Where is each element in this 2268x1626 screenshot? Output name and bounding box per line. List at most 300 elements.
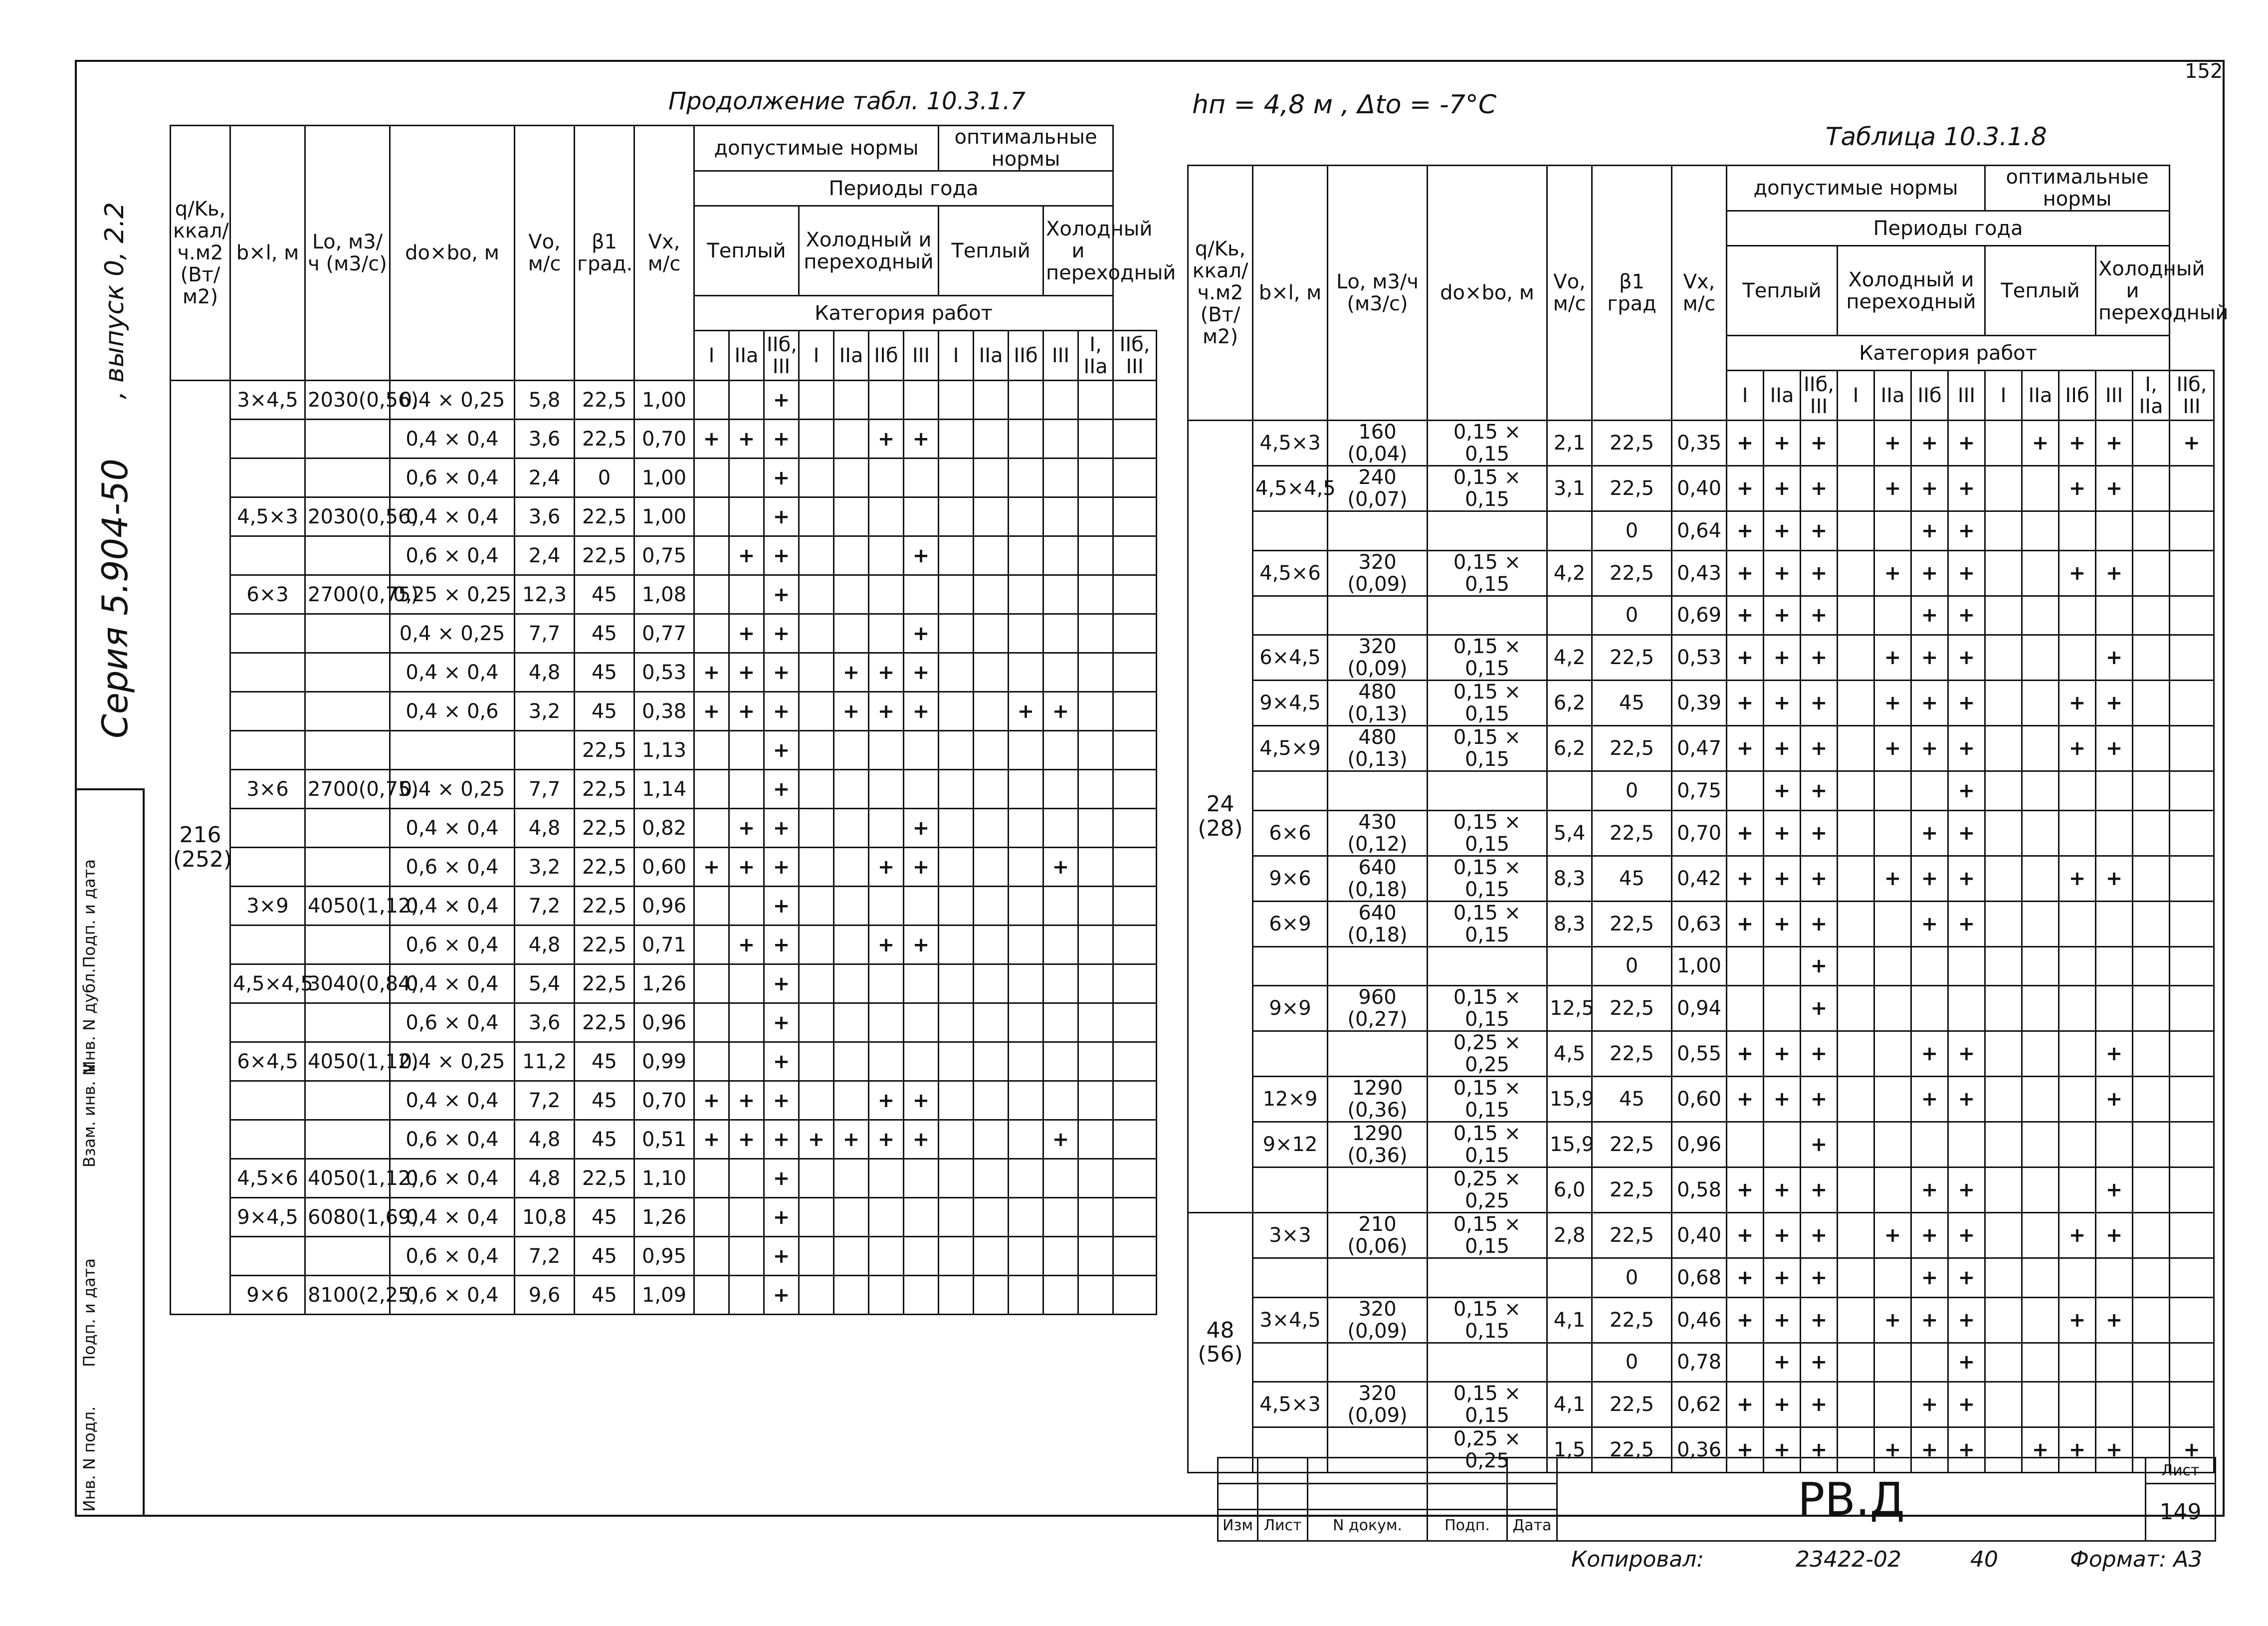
value-cell: 0,75 [1672,771,1727,811]
category-cell [1838,986,1874,1031]
category-cell [1043,926,1078,964]
category-cell [1113,692,1157,731]
category-cell [974,770,1009,809]
category-cell: + [1948,1167,1985,1213]
category-cell [694,459,729,497]
category-cell [1009,381,1043,420]
category-cell [904,575,939,614]
category-cell [834,1237,869,1276]
category-cell [799,653,834,692]
category-cell [2133,986,2170,1031]
category-cell [904,964,939,1003]
value-cell: 12×9 [1253,1077,1328,1122]
category-cell [1113,926,1157,964]
category-cell: + [764,731,799,770]
left-table [170,125,1176,1315]
stamp-label: Дата [1507,1510,1557,1541]
category-cell: + [1801,986,1838,1031]
category-cell [974,575,1009,614]
value-cell: 0 [575,459,634,497]
category-cell: + [694,1120,729,1159]
category-cell [939,887,974,926]
category-cell [1043,1159,1078,1198]
cat-label: I [1985,371,2022,421]
value-cell: 45 [575,614,634,653]
table-row [1188,771,2214,811]
category-cell [834,848,869,887]
category-cell [974,536,1009,575]
category-cell [1009,1159,1043,1198]
category-cell [1874,596,1911,635]
category-cell: + [834,653,869,692]
category-cell: + [1764,810,1801,856]
category-cell [1009,1081,1043,1120]
category-cell: + [1948,635,1985,681]
category-cell: + [904,692,939,731]
category-cell [1043,614,1078,653]
category-cell [939,459,974,497]
value-cell [305,731,390,770]
value-cell [1328,771,1428,811]
value-cell: 0,60 [1672,1077,1727,1122]
category-cell [974,1276,1009,1315]
category-cell [1985,1382,2022,1427]
category-cell [1874,1382,1911,1427]
category-cell [1113,575,1157,614]
value-cell: 0,77 [634,614,694,653]
category-cell: + [2096,635,2133,681]
category-cell [694,575,729,614]
category-cell [1874,771,1911,811]
value-cell: 0,6 × 0,4 [390,459,515,497]
category-cell: + [2096,1077,2133,1122]
table-row [171,420,1157,459]
category-cell: + [1874,681,1911,726]
value-cell [1547,596,1592,635]
category-cell [1009,536,1043,575]
value-cell: 1,26 [634,1198,694,1237]
value-cell: 3×4,5 [230,381,305,420]
category-cell: + [1948,550,1985,596]
value-cell [515,731,575,770]
category-cell: + [729,536,764,575]
category-cell [869,887,904,926]
category-cell [2022,466,2059,511]
category-cell [1764,1122,1801,1167]
category-cell: + [1727,1077,1764,1122]
value-cell: 0,35 [1672,421,1727,466]
category-cell [1838,1382,1874,1427]
category-cell: + [764,1003,799,1042]
category-cell [2022,726,2059,771]
category-cell [799,614,834,653]
sheet-number: 149 [2146,1484,2216,1541]
value-cell [230,1237,305,1276]
category-cell [799,1159,834,1198]
cat-label: IIб, III [1113,331,1157,381]
category-cell: + [2096,1427,2133,1473]
category-cell [2133,421,2170,466]
category-cell [834,497,869,536]
series-label: Серия 5.904-50 [95,459,136,738]
category-cell [869,459,904,497]
category-cell [2059,810,2096,856]
cat-label: IIа [1874,371,1911,421]
table-row [1188,901,2214,946]
value-cell: 11,2 [515,1042,575,1081]
category-cell: + [1801,1167,1838,1213]
category-cell: + [1764,1031,1801,1077]
category-cell: + [1801,1031,1838,1077]
table-row [1188,635,2214,681]
col-header-bl: b×l, м [1253,166,1328,421]
category-cell [1009,926,1043,964]
category-cell [1727,771,1764,811]
value-cell: 1,10 [634,1159,694,1198]
category-cell [939,770,974,809]
category-cell [1838,511,1874,551]
category-cell [2170,986,2214,1031]
category-cell [694,1237,729,1276]
category-cell [2170,1258,2214,1298]
category-cell [1874,946,1911,986]
value-cell [305,614,390,653]
category-cell [1113,497,1157,536]
category-cell [2133,511,2170,551]
category-cell [1911,1343,1948,1382]
category-cell [1113,770,1157,809]
table-row [171,1120,1157,1159]
category-cell [939,1081,974,1120]
category-cell: + [1874,635,1911,681]
category-cell [2133,1031,2170,1077]
category-cell [1078,575,1113,614]
issue-label: , выпуск 0, 2.2 [100,202,130,399]
category-cell [1985,810,2022,856]
category-cell [2096,1382,2133,1427]
category-cell: + [904,848,939,887]
category-cell: + [1911,1031,1948,1077]
value-cell: 7,7 [515,614,575,653]
category-cell [2022,946,2059,986]
category-cell [2059,511,2096,551]
category-cell [1043,1237,1078,1276]
category-cell [2096,901,2133,946]
category-cell [1078,420,1113,459]
category-cell: + [764,614,799,653]
table-row [171,1081,1157,1120]
value-cell: 430 (0,12) [1328,810,1428,856]
category-cell [1009,653,1043,692]
category-cell [1078,926,1113,964]
category-cell [2133,810,2170,856]
category-cell: + [2022,421,2059,466]
category-cell [2170,1077,2214,1122]
category-cell: + [1727,1382,1764,1427]
value-cell: 5,8 [515,381,575,420]
category-cell [1078,964,1113,1003]
value-cell: 45 [575,1042,634,1081]
category-cell [1985,726,2022,771]
value-cell: 0,78 [1672,1343,1727,1382]
category-cell: + [2096,1031,2133,1077]
category-cell [1838,810,1874,856]
value-cell [305,653,390,692]
category-cell [974,1042,1009,1081]
value-cell: 4050(1,12) [305,1042,390,1081]
category-cell: + [1764,466,1801,511]
category-cell: + [1948,1213,1985,1258]
table-row [1188,986,2214,1031]
value-cell: 0,71 [634,926,694,964]
category-cell: + [1764,1077,1801,1122]
value-cell: 9×4,5 [230,1198,305,1237]
category-cell: + [1043,1120,1078,1159]
category-cell [2170,1167,2214,1213]
category-cell: + [1874,856,1911,901]
category-cell: + [764,1198,799,1237]
col-header-db: dо×bо, м [390,126,515,381]
value-cell: 1,09 [634,1276,694,1315]
value-cell: 0,70 [634,420,694,459]
value-cell: 0,15 × 0,15 [1428,1122,1547,1167]
value-cell: 2700(0,75) [305,770,390,809]
category-cell: + [2096,421,2133,466]
category-cell [869,770,904,809]
value-cell: 22,5 [1592,550,1672,596]
category-cell [1009,420,1043,459]
value-cell: 0,4 × 0,4 [390,1081,515,1120]
category-cell [2133,1167,2170,1213]
cat-label: III [2096,371,2133,421]
value-cell: 0,69 [1672,596,1727,635]
category-cell [1113,459,1157,497]
category-cell [1078,1159,1113,1198]
category-cell [1078,809,1113,848]
value-cell: 6,2 [1547,726,1592,771]
value-cell [1253,946,1328,986]
table-row [1188,466,2214,511]
footer-format: Формат: А3 [2070,1547,2203,1572]
warm2-header: Теплый [1985,246,2096,336]
category-cell [2022,1258,2059,1298]
col-header-vo: Vо, м/с [515,126,575,381]
category-cell [1764,946,1801,986]
category-cell [694,1276,729,1315]
value-cell: 0,25 × 0,25 [390,575,515,614]
value-cell: 22,5 [575,731,634,770]
category-cell [2170,596,2214,635]
cat-label: III [904,331,939,381]
value-cell: 22,5 [1592,1167,1672,1213]
category-cell [1985,511,2022,551]
value-cell: 0,70 [1672,810,1727,856]
left-table-caption: Продолжение табл. 10.3.1.7 [668,87,1026,115]
category-cell [834,1042,869,1081]
category-cell [1078,381,1113,420]
value-cell: 0,68 [1672,1258,1727,1298]
norm-optimal: оптимальные нормы [939,126,1113,171]
category-cell: + [869,1120,904,1159]
category-cell: + [1911,1213,1948,1258]
table-row [171,809,1157,848]
category-cell [869,536,904,575]
value-cell: 7,2 [515,887,575,926]
category-cell [1874,511,1911,551]
category-cell [974,1198,1009,1237]
value-cell: 0,4 × 0,4 [390,497,515,536]
category-cell: + [694,653,729,692]
category-cell [834,536,869,575]
category-cell [2133,901,2170,946]
value-cell [390,731,515,770]
q-cell: 216 (252) [171,381,230,1315]
table-row [171,1159,1157,1198]
value-cell: 6×9 [1253,901,1328,946]
category-cell [729,1237,764,1276]
value-cell: 22,5 [575,770,634,809]
category-cell [939,1120,974,1159]
category-cell [1043,459,1078,497]
category-cell [2059,901,2096,946]
category-cell [904,731,939,770]
value-cell [1253,1258,1328,1298]
category-cell [694,1159,729,1198]
table-row [1188,856,2214,901]
sheet-label: Лист [2146,1458,2216,1484]
category-cell [2170,466,2214,511]
category-cell [729,1198,764,1237]
category-cell [2133,1382,2170,1427]
warm-header: Теплый [1727,246,1838,336]
category-cell [694,770,729,809]
category-cell [904,1198,939,1237]
category-cell: + [1764,1427,1801,1473]
value-cell: 22,5 [575,1003,634,1042]
value-cell: 0,36 [1672,1427,1727,1473]
category-cell [1985,771,2022,811]
category-cell: + [729,653,764,692]
category-cell [939,1198,974,1237]
value-cell: 15,9 [1547,1122,1592,1167]
value-cell: 22,5 [1592,466,1672,511]
category-cell [1078,692,1113,731]
category-cell [904,1042,939,1081]
value-cell: 0,46 [1672,1297,1727,1343]
value-cell: 6×6 [1253,810,1328,856]
category-cell [799,1081,834,1120]
category-cell [2059,596,2096,635]
category-cell: + [1764,856,1801,901]
category-cell: + [2059,466,2096,511]
value-cell: 0,6 × 0,4 [390,1276,515,1315]
value-cell: 9×9 [1253,986,1328,1031]
value-cell: 0,94 [1672,986,1727,1031]
table-row [1188,550,2214,596]
value-cell: 0,15 × 0,15 [1428,810,1547,856]
category-cell [974,887,1009,926]
table-row [1188,1258,2214,1298]
category-cell [1838,466,1874,511]
category-cell [2022,986,2059,1031]
category-cell [939,381,974,420]
category-cell [1043,731,1078,770]
value-cell: 9×6 [230,1276,305,1315]
category-cell [939,1003,974,1042]
value-cell [1428,1343,1547,1382]
category-cell [2096,1258,2133,1298]
category-cell: + [2059,1427,2096,1473]
category-cell: + [869,926,904,964]
category-cell [1985,946,2022,986]
category-cell [2059,1343,2096,1382]
value-cell [230,536,305,575]
category-cell [799,1276,834,1315]
category-cell [939,692,974,731]
cat-label: IIб [1009,331,1043,381]
value-cell: 2030(0,56) [305,381,390,420]
category-cell [1009,887,1043,926]
table-row [171,1237,1157,1276]
value-cell: 22,5 [1592,1213,1672,1258]
category-cell: + [729,926,764,964]
category-cell: + [1727,810,1764,856]
category-cell [2059,1122,2096,1167]
category-header: Категория работ [1727,336,2170,371]
category-cell [2133,726,2170,771]
value-cell [305,692,390,731]
category-cell [2133,1122,2170,1167]
value-cell: 0,63 [1672,901,1727,946]
category-cell [1911,771,1948,811]
side-stamp-label: Инв. N дубл. [80,968,99,1073]
category-cell: + [1801,1297,1838,1343]
value-cell [1328,596,1428,635]
value-cell: 4,1 [1547,1382,1592,1427]
category-cell [869,614,904,653]
category-cell [1078,1081,1113,1120]
category-cell [1948,1122,1985,1167]
category-cell: + [2059,550,2096,596]
value-cell: 210 (0,06) [1328,1213,1428,1258]
category-cell: + [1801,1427,1838,1473]
category-cell [939,497,974,536]
value-cell: 0,42 [1672,856,1727,901]
category-cell: + [1911,1382,1948,1427]
category-cell [1078,770,1113,809]
category-cell: + [1801,771,1838,811]
category-cell [869,1276,904,1315]
category-cell: + [904,420,939,459]
category-cell [2022,1077,2059,1122]
category-cell [974,1159,1009,1198]
category-cell: + [869,653,904,692]
category-cell: + [1727,1031,1764,1077]
category-cell: + [869,420,904,459]
category-cell: + [1727,421,1764,466]
category-cell [2022,596,2059,635]
value-cell: 1290 (0,36) [1328,1122,1428,1167]
category-cell: + [1764,596,1801,635]
table-row [171,731,1157,770]
value-cell: 0,53 [1672,635,1727,681]
category-cell [799,731,834,770]
category-cell: + [764,1081,799,1120]
category-cell [1985,856,2022,901]
value-cell: 2,4 [515,536,575,575]
col-header-vx: Vx, м/с [1672,166,1727,421]
cat-label: I, IIа [1078,331,1113,381]
